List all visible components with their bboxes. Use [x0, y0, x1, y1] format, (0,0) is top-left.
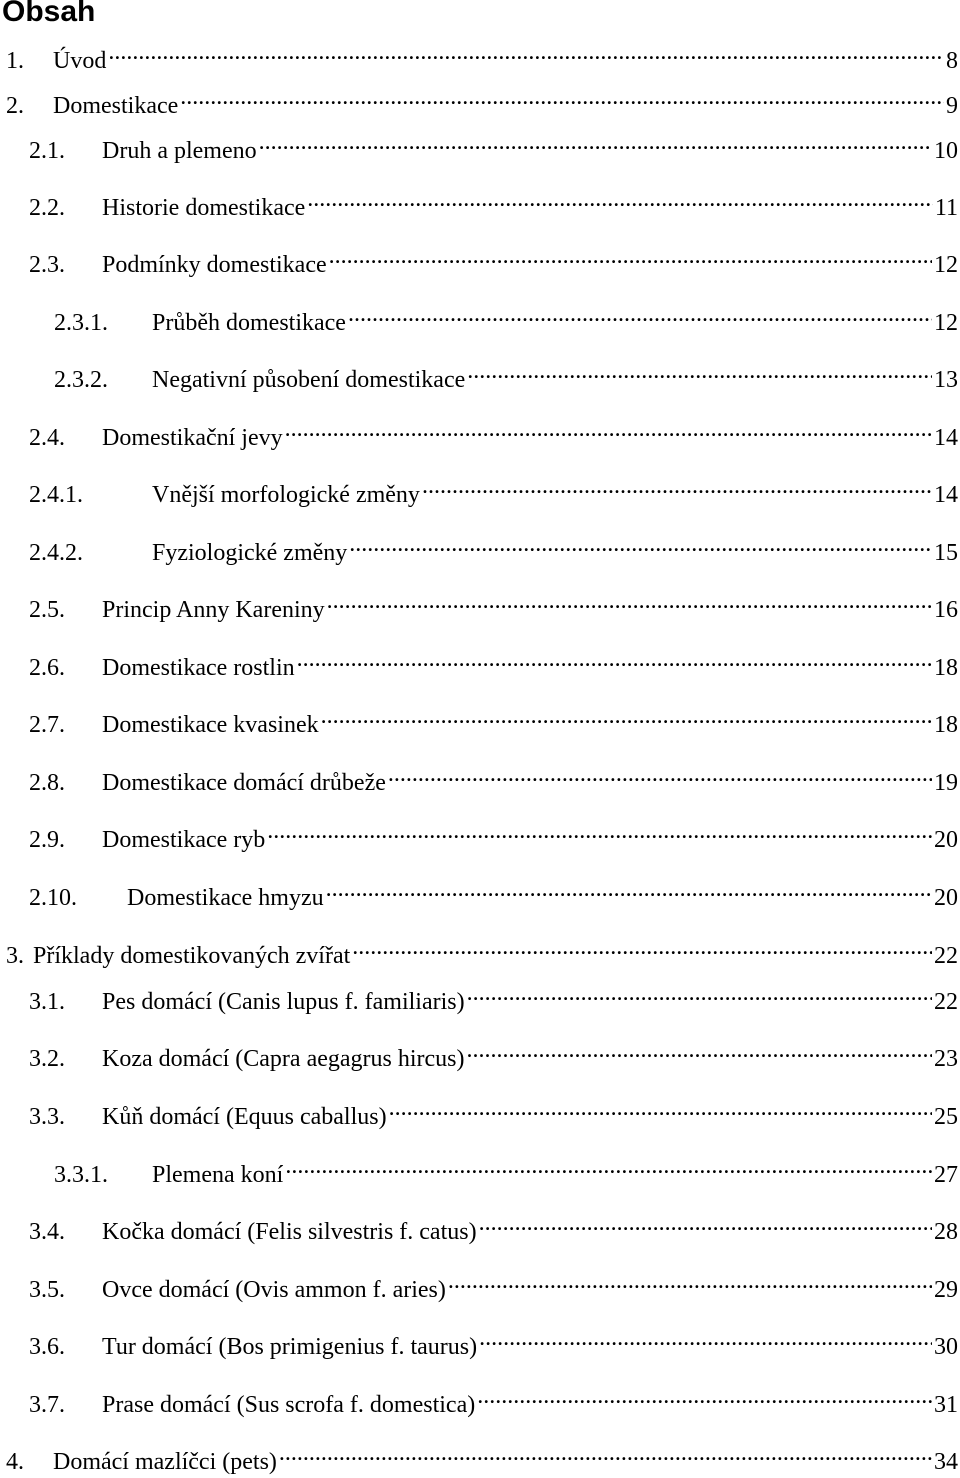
toc-entry-page: 13 — [934, 367, 958, 393]
toc-entry-page: 27 — [934, 1162, 958, 1188]
toc-leader-dots — [329, 240, 932, 272]
toc-entry-title: Kočka domácí (Felis silvestris f. catus) — [102, 1219, 477, 1245]
toc-leader-dots — [321, 700, 932, 732]
toc-entry-number: 3.6. — [29, 1334, 65, 1360]
toc-entry-title: Pes domácí (Canis lupus f. familiaris) — [102, 989, 465, 1015]
toc-entry[interactable] — [0, 355, 958, 393]
toc-entry[interactable] — [0, 1034, 958, 1072]
toc-leader-dots — [297, 643, 932, 675]
toc-entry[interactable] — [0, 585, 958, 623]
toc-entry-number: 2.7. — [29, 712, 65, 738]
toc-leader-dots — [180, 81, 944, 113]
toc-entry-number: 4. — [6, 1449, 24, 1475]
toc-entry-number: 2.4.2. — [29, 540, 83, 566]
toc-entry[interactable] — [0, 470, 958, 508]
toc-entry-title: Princip Anny Kareniny — [102, 597, 325, 623]
toc-entry-number: 2.4. — [29, 425, 65, 451]
toc-entry[interactable] — [0, 1322, 958, 1360]
toc-heading: Obsah — [2, 0, 96, 28]
toc-entry[interactable] — [0, 413, 958, 451]
toc-leader-dots — [259, 126, 932, 158]
toc-leader-dots — [307, 183, 933, 215]
toc-entry[interactable] — [0, 873, 958, 911]
toc-entry-page: 28 — [934, 1219, 958, 1245]
toc-entry[interactable] — [0, 1380, 958, 1418]
toc-leader-dots — [279, 1437, 932, 1469]
toc-leader-dots — [285, 413, 932, 445]
toc-leader-dots — [327, 585, 932, 617]
toc-entry-page: 15 — [934, 540, 958, 566]
toc-entry-number: 2.5. — [29, 597, 65, 623]
toc-leader-dots — [479, 1322, 932, 1354]
toc-leader-dots — [479, 1207, 932, 1239]
toc-entry-number: 2.8. — [29, 770, 65, 796]
toc-entry-title: Domestikace kvasinek — [102, 712, 319, 738]
toc-entry-page: 12 — [934, 252, 958, 278]
toc-entry-title: Domestikace — [53, 93, 179, 119]
toc-entry-number: 2.6. — [29, 655, 65, 681]
toc-entry-page: 31 — [934, 1392, 958, 1418]
toc-entry-page: 18 — [934, 655, 958, 681]
toc-leader-dots — [285, 1150, 932, 1182]
toc-entry-page: 14 — [934, 482, 958, 508]
toc-entry-number: 2.3.2. — [54, 367, 108, 393]
toc-entry-page: 20 — [934, 827, 958, 853]
toc-entry-number: 3.4. — [29, 1219, 65, 1245]
toc-entry[interactable] — [0, 126, 958, 164]
toc-entry-number: 1. — [6, 48, 24, 74]
toc-entry-title: Vnější morfologické změny — [152, 482, 420, 508]
toc-entry-title: Prase domácí (Sus scrofa f. domestica) — [102, 1392, 476, 1418]
toc-entry[interactable] — [0, 758, 958, 796]
toc-entry-number: 3. — [6, 943, 24, 969]
toc-entry-number: 3.5. — [29, 1277, 65, 1303]
toc-leader-dots — [467, 355, 932, 387]
toc-entry-number: 2.3.1. — [54, 310, 108, 336]
toc-entry[interactable] — [0, 815, 958, 853]
toc-leader-dots — [267, 815, 932, 847]
toc-entry-title: Úvod — [53, 48, 107, 74]
toc-entry-number: 2.9. — [29, 827, 65, 853]
toc-entry[interactable] — [0, 36, 958, 74]
toc-entry-title: Druh a plemeno — [102, 138, 257, 164]
toc-entry-number: 3.7. — [29, 1392, 65, 1418]
toc-entry-number: 2.1. — [29, 138, 65, 164]
toc-entry-page: 16 — [934, 597, 958, 623]
toc-entry-page: 23 — [934, 1046, 958, 1072]
toc-leader-dots — [326, 873, 932, 905]
toc-entry-page: 34 — [934, 1449, 958, 1475]
toc-entry[interactable] — [0, 931, 958, 969]
toc-entry-title: Domestikační jevy — [102, 425, 283, 451]
toc-entry-page: 29 — [934, 1277, 958, 1303]
toc-entry[interactable] — [0, 643, 958, 681]
toc-leader-dots — [352, 931, 932, 963]
toc-entry-number: 3.3.1. — [54, 1162, 108, 1188]
toc-leader-dots — [448, 1265, 932, 1297]
toc-leader-dots — [108, 36, 944, 68]
toc-entry-page: 12 — [934, 310, 958, 336]
toc-entry-title: Domestikace hmyzu — [127, 885, 324, 911]
toc-entry[interactable] — [0, 1265, 958, 1303]
toc-leader-dots — [467, 1034, 932, 1066]
toc-entry[interactable] — [0, 240, 958, 278]
toc-entry-page: 30 — [934, 1334, 958, 1360]
toc-entry[interactable] — [0, 1207, 958, 1245]
toc-entry[interactable] — [0, 81, 958, 119]
toc-entry[interactable] — [0, 528, 958, 566]
toc-leader-dots — [388, 758, 932, 790]
toc-entry-title: Podmínky domestikace — [102, 252, 327, 278]
toc-entry-title: Průběh domestikace — [152, 310, 346, 336]
toc-leader-dots — [389, 1092, 932, 1124]
toc-entry-page: 20 — [934, 885, 958, 911]
toc-entry-number: 2. — [6, 93, 24, 119]
toc-entry[interactable] — [0, 183, 958, 221]
toc-entry-title: Ovce domácí (Ovis ammon f. aries) — [102, 1277, 446, 1303]
toc-entry-number: 2.2. — [29, 195, 65, 221]
toc-entry-title: Domácí mazlíčci (pets) — [53, 1449, 277, 1475]
toc-leader-dots — [348, 298, 932, 330]
toc-entry[interactable] — [0, 977, 958, 1015]
toc-leader-dots — [422, 470, 932, 502]
toc-entry-title: Plemena koní — [152, 1162, 284, 1188]
toc-entry-page: 11 — [934, 195, 958, 221]
toc-entry[interactable] — [0, 298, 958, 336]
toc-entry-page: 18 — [934, 712, 958, 738]
toc-entry-page: 25 — [934, 1104, 958, 1130]
toc-entry[interactable] — [0, 1092, 958, 1130]
toc-entry-title: Příklady domestikovaných zvířat — [33, 943, 351, 969]
toc-leader-dots — [477, 1380, 932, 1412]
toc-entry-number: 2.10. — [29, 885, 77, 911]
toc-leader-dots — [349, 528, 932, 560]
toc-entry-title: Tur domácí (Bos primigenius f. taurus) — [102, 1334, 478, 1360]
toc-entry-number: 3.1. — [29, 989, 65, 1015]
toc-entry-page: 9 — [946, 93, 958, 119]
toc-entry-number: 3.2. — [29, 1046, 65, 1072]
toc-entry-title: Domestikace rostlin — [102, 655, 295, 681]
toc-entry-page: 19 — [934, 770, 958, 796]
toc-entry-number: 2.4.1. — [29, 482, 83, 508]
toc-entry-title: Kůň domácí (Equus caballus) — [102, 1104, 387, 1130]
toc-entry-page: 10 — [934, 138, 958, 164]
toc-entry-title: Fyziologické změny — [152, 540, 348, 566]
toc-entry-page: 14 — [934, 425, 958, 451]
toc-entry-number: 2.3. — [29, 252, 65, 278]
toc-entry-title: Domestikace ryb — [102, 827, 266, 853]
toc-leader-dots — [467, 977, 932, 1009]
toc-entry-page: 22 — [934, 989, 958, 1015]
toc-entry-title: Negativní působení domestikace — [152, 367, 466, 393]
toc-entry[interactable] — [0, 700, 958, 738]
toc-entry-title: Historie domestikace — [102, 195, 306, 221]
toc-entry-number: 3.3. — [29, 1104, 65, 1130]
toc-entry-page: 22 — [934, 943, 958, 969]
toc-entry[interactable] — [0, 1150, 958, 1188]
toc-entry[interactable] — [0, 1437, 958, 1475]
toc-entry-title: Domestikace domácí drůbeže — [102, 770, 386, 796]
toc-entry-page: 8 — [946, 48, 958, 74]
toc-entry-title: Koza domácí (Capra aegagrus hircus) — [102, 1046, 465, 1072]
